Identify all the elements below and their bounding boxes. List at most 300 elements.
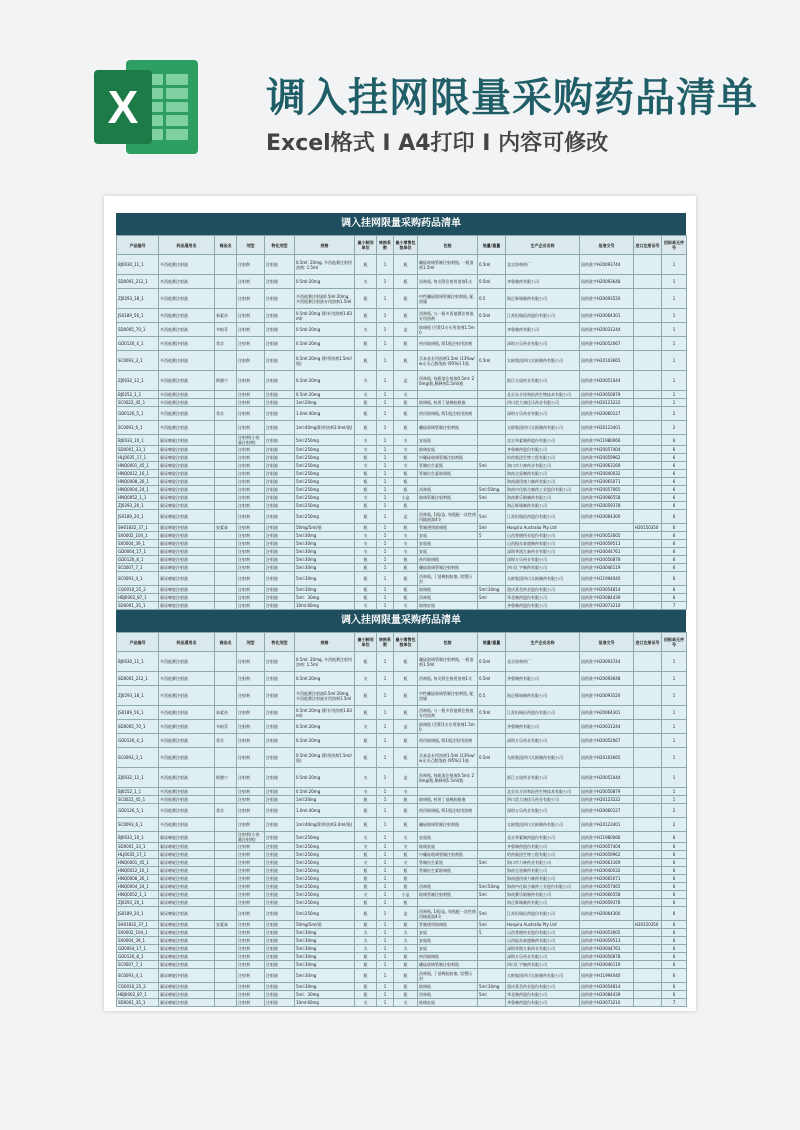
table-cell: 国药准字H20040032 (580, 867, 634, 875)
table-cell: 瓶 (394, 921, 418, 929)
column-header: 生产企业名称 (506, 236, 580, 255)
table-cell: HNQ0004_24_1 (117, 883, 159, 891)
table-cell: 西林瓶, 丁基橡胶胶塞, 铝塑压封 (418, 969, 478, 983)
table-cell: 海正辉瑞制药有限公司 (506, 289, 580, 309)
table-cell (215, 421, 237, 435)
column-header: 药品通用名 (159, 236, 215, 255)
spreadsheet-preview (104, 196, 696, 1011)
table-cell: 注射液 (265, 446, 295, 454)
table-cell (215, 275, 237, 289)
table-cell: 国药准字H20059378 (580, 899, 634, 907)
table-cell (478, 843, 506, 851)
table-cell: 0.5 (478, 686, 506, 706)
table-cell: 支 (355, 929, 377, 937)
table-cell (580, 921, 634, 929)
table-cell (478, 999, 506, 1007)
table-cell: 1 (662, 796, 687, 804)
table-cell: 支 (355, 462, 377, 470)
table-cell: 注射剂 (237, 768, 265, 788)
table-cell: 太极集团四川太极制药有限公司 (506, 351, 580, 371)
table-cell: 中性硼硅玻璃管制注射剂瓶, 配溶媒 (418, 686, 478, 706)
table-cell (215, 945, 237, 953)
table-cell: 注射液 (265, 851, 295, 859)
table-cell: 江苏恒瑞医药股份有限公司 (506, 309, 580, 323)
page-header (0, 0, 800, 195)
table-cell: 重庆莱美药业股份有限公司 (506, 586, 580, 594)
table-cell: 注射液 (265, 843, 295, 851)
table-cell: 玻璃安瓿 (418, 446, 478, 454)
table-row (117, 686, 687, 706)
table-cell: 注射剂 (237, 532, 265, 540)
table-cell: 1 (377, 706, 394, 720)
table-cell: 0.5ml:20mg (附带溶剂1.5ml/瓶) (295, 351, 355, 371)
table-cell: 氟尿嘧啶注射液 (159, 532, 215, 540)
table-cell: 瓶 (355, 572, 377, 586)
table-cell (478, 899, 506, 907)
table-cell: 注射剂 (237, 309, 265, 323)
table-cell: 太极集团四川太极制药有限公司 (506, 748, 580, 768)
table-cell: 深圳万乐药业有限公司 (506, 556, 580, 564)
table-cell: 支 (394, 446, 418, 454)
table-cell: 1 (377, 891, 394, 899)
column-header: 包装 (418, 633, 478, 652)
table-cell: 支 (394, 937, 418, 945)
table-cell: 四川美大康佳乐药业有限公司 (506, 399, 580, 407)
table-cell: 注射剂 (237, 953, 265, 961)
table-cell: 氟尿嘧啶注射液 (159, 961, 215, 969)
table-cell: 0.5ml:20mg (295, 734, 355, 748)
table-cell: 瓶 (394, 969, 418, 983)
table-cell: 1 (377, 532, 394, 540)
table-cell: 泰素帝 (215, 309, 237, 323)
table-title: 调入挂网限量采购药品清单 (116, 610, 686, 632)
table-cell: 多西他赛注射液 (159, 734, 215, 748)
table-cell: 国药准字H20057404 (580, 446, 634, 454)
table-cell: 注射液 (265, 309, 295, 323)
table-cell: GD0126_5_1 (117, 804, 159, 818)
table-cell: 注射剂 (237, 594, 265, 602)
table-cell: 5ml:250mg (295, 907, 355, 921)
table-cell: 国药准字H20063169 (580, 859, 634, 867)
table-cell (215, 748, 237, 768)
table-cell: 氟尿嘧啶注射液 (159, 548, 215, 556)
table-cell: HLJ0035_17_1 (117, 851, 159, 859)
table-cell: 注射液 (265, 564, 295, 572)
table-cell: 1ml:40mg(附带溶剂3.0ml/瓶) (295, 421, 355, 435)
table-cell: 齐鲁制药有限公司 (506, 275, 580, 289)
table-cell: HNQ0008_26_1 (117, 478, 159, 486)
column-header: 进口注册证号 (634, 633, 662, 652)
table-row (117, 875, 687, 883)
table-cell: 氟尿嘧啶注射液 (159, 867, 215, 875)
table-cell: 盒 (394, 720, 418, 734)
table-cell: 1 (377, 843, 394, 851)
table-cell: 瓶 (355, 510, 377, 524)
table-cell (478, 937, 506, 945)
table-cell: 国药准字H20065071 (580, 478, 634, 486)
table-cell: GD0126_8_1 (117, 953, 159, 961)
table-row (117, 532, 687, 540)
table-cell (634, 399, 662, 407)
table-cell: 注射液 (265, 289, 295, 309)
table-cell: SD0001_212_1 (117, 672, 159, 686)
table-cell: 支 (355, 548, 377, 556)
table-cell: 6 (662, 991, 687, 999)
table-cell: 氟尿嘧啶注射液 (159, 502, 215, 510)
table-cell: 硼硅玻璃管制注射剂瓶 (418, 818, 478, 832)
table-cell: 多西他赛注射液 (159, 672, 215, 686)
table-cell: 1 (377, 351, 394, 371)
table-cell: 注射液 (265, 556, 295, 564)
table-cell: 注射剂 (237, 289, 265, 309)
table-cell: 海正辉瑞制药有限公司 (506, 686, 580, 706)
table-cell: 瓶 (355, 586, 377, 594)
table-cell: 1 (377, 421, 394, 435)
table-cell: SC0093_4_1 (117, 969, 159, 983)
table-cell: JS0189_56_1 (117, 309, 159, 323)
table-cell: 5ml (478, 494, 506, 502)
table-cell: 瓶 (394, 478, 418, 486)
table-cell: HNQ0001_45_1 (117, 859, 159, 867)
table-cell: 1 (662, 734, 687, 748)
table-cell: 国药准字H20050879 (580, 788, 634, 796)
table-cell: 支 (355, 323, 377, 337)
table-cell (634, 991, 662, 999)
table-cell: SH01832_37_1 (117, 524, 159, 532)
table-header-row (117, 236, 687, 255)
table-cell: 1 (377, 371, 394, 391)
table-cell: 氟尿嘧啶注射液 (159, 832, 215, 843)
table-cell: HNQ0052_1_1 (117, 494, 159, 502)
table-cell: 海口市力神药业有限公司 (506, 462, 580, 470)
table-row (117, 832, 687, 843)
table-cell: 西林瓶, 1瓶/盒, 每瓶配一次性使用输液器4支 (419, 511, 476, 522)
table-cell (634, 586, 662, 594)
table-cell: 江苏恒瑞医药股份有限公司 (506, 706, 580, 720)
table-cell: 注射液 (265, 891, 295, 899)
table-cell: 深圳万乐药业有限公司 (506, 407, 580, 421)
table-cell: 注射液 (265, 859, 295, 867)
table-cell: SD0001_33_1 (117, 843, 159, 851)
table-cell: 氟尿嘧啶注射液 (159, 540, 215, 548)
table-cell: 1 (377, 907, 394, 921)
table-cell: 瓶 (394, 399, 418, 407)
table-cell: 含本品专用溶剂1.5ml (13%w/w无水乙醇溶液 (95%)) 1瓶 (418, 748, 478, 768)
table-cell: 西林瓶, 与一瓶多西他赛注射液专用溶剂 (418, 706, 478, 720)
table-cell: 注射液 (265, 921, 295, 929)
table-cell: 海南赛乐敏制药有限公司 (506, 494, 580, 502)
table-cell: 注射液 (265, 572, 295, 586)
table-cell: 注射液 (265, 686, 295, 706)
table-cell (634, 556, 662, 564)
table-cell: 国药准字H20093648 (580, 672, 634, 686)
table-cell: 氟尿嘧啶注射液 (159, 851, 215, 859)
table-cell (634, 875, 662, 883)
table-cell: 1 (377, 768, 394, 788)
table-cell: 齐鲁制药股份有限公司 (506, 999, 580, 1007)
column-header: 包装 (418, 236, 478, 255)
table-cell: 浙江万晟药业有限公司 (506, 768, 580, 788)
page-subtitle: Excel格式 I A4打印 I 内容可修改 (266, 131, 609, 156)
column-header: 转换系数 (377, 236, 394, 255)
table-row (117, 937, 687, 945)
table-cell: 小盒 (394, 891, 418, 899)
table-row (117, 748, 687, 768)
table-cell (634, 371, 662, 391)
table-cell: 多西他赛注射液 (159, 309, 215, 323)
table-cell (478, 435, 506, 446)
table-cell: 注射液 (265, 351, 295, 371)
table-cell: 注射剂 (237, 851, 265, 859)
table-row (117, 983, 687, 991)
table-cell: 5ml:30mg (295, 953, 355, 961)
table-row (117, 421, 687, 435)
table-cell: 注射液 (265, 929, 295, 937)
drug-table (116, 632, 687, 1007)
table-cell: 5ml:50mg (478, 486, 506, 494)
table-cell: 1 (377, 796, 394, 804)
table-cell: 注射剂 (237, 686, 265, 706)
table-cell: 1 (377, 556, 394, 564)
table-cell: 西林瓶, 每支附注射用溶剂1支 (418, 275, 478, 289)
table-cell (634, 748, 662, 768)
table-cell: 国药准字H20064301 (580, 706, 634, 720)
table-cell: 6 (662, 572, 687, 586)
table-cell (215, 875, 237, 883)
table-cell: 玻璃瓶 (418, 983, 478, 991)
table-cell: 注射液 (265, 435, 295, 446)
table-cell: 安素泰 (215, 921, 237, 929)
table-cell (215, 891, 237, 899)
table-cell: 1 (377, 875, 394, 883)
table-cell (215, 929, 237, 937)
table-cell (634, 478, 662, 486)
table-cell: 氟尿嘧啶注射液 (159, 486, 215, 494)
table-cell: JS0189_20_1 (117, 907, 159, 921)
table-cell: 瓶 (355, 899, 377, 907)
table-cell: 1 (377, 540, 394, 548)
column-header: 规格 (295, 633, 355, 652)
table-cell (634, 572, 662, 586)
table-cell: 国药准字H20046119 (580, 564, 634, 572)
table-cell: 注射液 (265, 969, 295, 983)
table-cell: 6 (662, 843, 687, 851)
table-cell: 注射剂 (237, 502, 265, 510)
table-cell: 支 (394, 602, 418, 610)
table-cell: H20150350 (634, 921, 662, 929)
table-cell: 山西普德药业股份有限公司 (506, 929, 580, 937)
table-cell: 注射剂 (237, 991, 265, 999)
table-cell: 国药准字H20059962 (580, 454, 634, 462)
table-cell: 注射剂 (237, 720, 265, 734)
table-cell: 氟尿嘧啶注射液 (159, 999, 215, 1007)
table-cell: 注射剂 (237, 337, 265, 351)
table-cell: 深圳万乐药业有限公司 (506, 337, 580, 351)
table-cell: 瓶 (355, 748, 377, 768)
table-cell (478, 945, 506, 953)
table-cell (478, 832, 506, 843)
table-cell: 盒 (394, 323, 418, 337)
table-cell: 1 (377, 652, 394, 672)
table-cell: 注射剂 (237, 255, 265, 275)
table-cell: 四川汇宇制药有限公司 (506, 564, 580, 572)
table-cell: 0.5ml (478, 672, 506, 686)
table-cell: 注射液 (265, 255, 295, 275)
table-cell (418, 478, 478, 486)
table-cell: 多西他赛注射液 (159, 391, 215, 399)
table-cell: SX0004_39_1 (117, 540, 159, 548)
table-cell: 注射剂 (237, 478, 265, 486)
table-cell: 氟尿嘧啶注射液 (159, 470, 215, 478)
table-cell: 1 (377, 999, 394, 1007)
table-cell: 5ml:250mg (295, 435, 355, 446)
table-cell: 6 (662, 907, 687, 921)
table-cell: 国药准字H20031244 (580, 323, 634, 337)
table-cell: 国药准字H20093520 (580, 686, 634, 706)
table-cell: 6 (662, 899, 687, 907)
table-row (117, 652, 687, 672)
table-row (117, 594, 687, 602)
table-cell: 6 (662, 486, 687, 494)
table-cell: 国药准字H20059513 (580, 937, 634, 945)
table-cell: 注射液 (265, 748, 295, 768)
table-cell: 6 (662, 867, 687, 875)
table-cell: 瓶 (355, 851, 377, 859)
table-cell: 支 (355, 371, 377, 391)
table-cell: 瓶 (394, 594, 418, 602)
table-cell (215, 899, 237, 907)
table-row (117, 454, 687, 462)
table-cell: 支 (394, 945, 418, 953)
table-row (117, 804, 687, 818)
table-cell: 注射剂 (237, 843, 265, 851)
table-cell: 支 (355, 891, 377, 899)
table-cell: 瓶 (355, 478, 377, 486)
table-cell (215, 843, 237, 851)
table-cell (634, 929, 662, 937)
table-cell: 注射液 (265, 548, 295, 556)
table-cell: 药用玻璃瓶, 附1瓶注射用溶剂 (418, 337, 478, 351)
table-cell: SC0022_45_1 (117, 796, 159, 804)
table-cell: 海南通用康力制药有限公司 (506, 478, 580, 486)
table-cell (634, 867, 662, 875)
table-cell: GD0126_8_1 (117, 556, 159, 564)
table-cell: 6 (662, 470, 687, 478)
table-cell: 管制抗生素玻璃瓶 (418, 867, 478, 875)
table-cell: 注射剂 (237, 494, 265, 502)
table-row (117, 309, 687, 323)
table-cell: 1 (662, 255, 687, 275)
table-row (117, 548, 687, 556)
table-cell: 国药准字H20073210 (580, 999, 634, 1007)
table-cell: 氟尿嘧啶注射液 (159, 953, 215, 961)
table-cell: 1 (377, 502, 394, 510)
table-cell: 江苏恒瑞医药股份有限公司 (506, 907, 580, 921)
table-cell: 斯德宁 (215, 768, 237, 788)
table-cell: 西林瓶, 每支附注射用溶剂1支 (418, 672, 478, 686)
table-cell: 瓶 (394, 706, 418, 720)
table-cell: 注射液 (265, 818, 295, 832)
table-cell: 斯德宁 (215, 371, 237, 391)
table-cell: 国药准字H20123401 (580, 818, 634, 832)
table-row (117, 524, 687, 532)
table-cell: 瓶 (355, 255, 377, 275)
table-cell: 1 (377, 953, 394, 961)
table-cell: 瓶 (355, 399, 377, 407)
table-cell: 支 (394, 843, 418, 851)
table-cell: 1 (377, 524, 394, 532)
table-cell (634, 672, 662, 686)
table-cell: 0.5ml (478, 652, 506, 672)
table-cell: 5ml:250mg (295, 832, 355, 843)
table-cell: 注射液 (265, 532, 295, 540)
table-cell (478, 337, 506, 351)
table-cell: SC0093_6_1 (117, 818, 159, 832)
table-row (117, 510, 687, 524)
table-cell: 齐鲁制药有限公司 (506, 720, 580, 734)
table-cell: HNQ0052_1_1 (117, 891, 159, 899)
table-cell: 1 (377, 686, 394, 706)
table-cell: 6 (662, 832, 687, 843)
table-cell: 国药准字H20123222 (580, 399, 634, 407)
table-cell: 注射液 (265, 832, 295, 843)
table-cell: 1ml:40mg(附带溶剂3.0ml/瓶) (295, 818, 355, 832)
table-cell (478, 867, 506, 875)
table-cell: 瓶 (355, 309, 377, 323)
table-block-1 (116, 213, 686, 610)
table-cell (215, 832, 237, 843)
table-cell: BJ0252_1_1 (117, 788, 159, 796)
table-cell: 6 (662, 851, 687, 859)
table-cell: 药用玻璃瓶, 附1瓶注射用溶剂 (418, 407, 478, 421)
table-cell: 5ml:30mg (295, 572, 355, 586)
table-cell: 1 (377, 594, 394, 602)
table-cell: 瓶 (355, 686, 377, 706)
column-header: 进口注册证号 (634, 236, 662, 255)
table-cell: 注射液 (265, 672, 295, 686)
table-cell: 国药准字H20060127 (580, 407, 634, 421)
table-cell: 多西他赛注射液 (159, 768, 215, 788)
table-cell: 1 (377, 275, 394, 289)
table-cell (478, 446, 506, 454)
table-cell: 瓶 (355, 983, 377, 991)
table-cell (634, 706, 662, 720)
table-cell: 5ml:250mg (295, 851, 355, 859)
table-cell: 1 (377, 446, 394, 454)
table-row (117, 564, 687, 572)
table-cell (215, 686, 237, 706)
table-cell: 瓶 (394, 953, 418, 961)
table-cell (634, 953, 662, 961)
column-header: 批准文号 (580, 236, 634, 255)
table-cell (634, 883, 662, 891)
table-cell: 注射剂 (237, 586, 265, 594)
table-cell (634, 768, 662, 788)
table-cell: 5ml:250mg (295, 867, 355, 875)
table-cell: 中硼硅玻璃管制注射剂瓶 (418, 851, 478, 859)
table-cell (215, 999, 237, 1007)
table-cell: 瓶 (394, 991, 418, 999)
table-row (117, 672, 687, 686)
table-cell (634, 502, 662, 510)
table-cell: 支 (394, 391, 418, 399)
table-cell: 瓶 (355, 961, 377, 969)
table-cell: 1 (377, 454, 394, 462)
table-cell: 注射剂 (237, 602, 265, 610)
table-cell: 希存 (215, 337, 237, 351)
table-cell: 5 (478, 929, 506, 937)
table-cell: 1 (377, 720, 394, 734)
